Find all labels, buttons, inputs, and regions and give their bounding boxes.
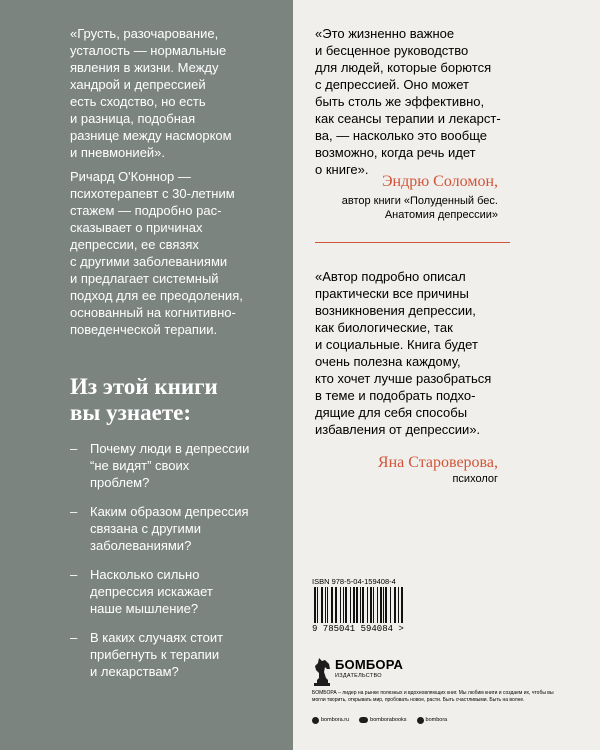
barcode-bar — [353, 587, 355, 623]
dash-bullet: – — [70, 567, 78, 582]
publisher-logo — [312, 652, 452, 688]
review-quote-solomon: «Это жизненно важное и бесценное руководство для людей, которые борются с депрессией. Оно может быть столь же эффективно, как сеансы терапии и лекарст- ва, — насколько это вообще возможно, когда речь идет о книге». — [315, 26, 501, 177]
social-label: bombora.ru — [321, 717, 350, 723]
dash-bullet: – — [70, 441, 78, 456]
review-role-solomon: автор книги «Полуденный бес. Анатомия депрессии» — [341, 195, 498, 221]
barcode-bar — [383, 587, 384, 623]
barcode-bar — [362, 587, 364, 623]
dash-bullet: – — [70, 630, 78, 645]
barcode-bar — [360, 587, 361, 623]
vk-icon — [359, 717, 368, 723]
social-telegram[interactable] — [417, 716, 448, 724]
opening-quote: «Грусть, разочарование, усталость — нормальные явления в жизни. Между хандрой и депрессией есть сходство, но есть и разница, подобная разнице между насморком и пневмонией». — [70, 26, 232, 160]
social-label: bombora — [425, 717, 448, 723]
barcode-number: 9 785041 594084 > — [312, 624, 404, 634]
list-item — [70, 566, 285, 617]
question-text: Почему люди в депрессии “не видят” своих проблем? — [90, 441, 250, 490]
review-author-staroverova: Яна Староверова, — [377, 454, 498, 471]
question-list — [70, 440, 285, 680]
social-label: bomborabooks — [370, 717, 407, 723]
isbn-label: ISBN 978-5-04-159408-4 — [312, 577, 396, 586]
learn-heading: Из этой книги вы узнаете: — [70, 374, 218, 425]
review-author-solomon: Эндрю Соломон, — [381, 173, 498, 190]
barcode-bar — [321, 587, 323, 623]
question-text: В каких случаях стоит прибегнуть к терапии и лекарствам? — [90, 630, 224, 679]
barcode-bar — [350, 587, 351, 623]
barcode-bar — [377, 587, 378, 623]
barcode-bar — [373, 587, 374, 623]
barcode-bar — [314, 587, 316, 623]
barcode-bar — [340, 587, 341, 623]
social-website[interactable] — [312, 716, 349, 724]
list-item — [70, 629, 285, 680]
publisher-subtitle: ИЗДАТЕЛЬСТВО — [335, 673, 382, 679]
barcode-bar — [345, 587, 347, 623]
author-bio: Ричард О'Коннор — психотерапевт с 30-летним стажем — подробно рас- сказывает о причинах депрессии, ее связях с другими заболеваниями и предлагает системный подход для ее преодоления, основанный на когнитивно- поведенческой терапии. — [70, 169, 243, 337]
telegram-icon — [417, 717, 424, 724]
barcode-bar — [367, 587, 368, 623]
barcode-bar — [325, 587, 326, 623]
social-links — [312, 716, 457, 724]
question-text: Насколько сильно депрессия искажает наше мышление? — [90, 567, 213, 616]
publisher-about: БОМБОРА – лидер на рынке полезных и вдохновляющих книг. Мы любим книги и создаем их, чтобы вы могли творить, открывать мир, пробовать новое, расти. Быть счастливыми. Быть на волне. — [312, 690, 554, 703]
divider — [315, 242, 510, 243]
barcode-bar — [327, 587, 328, 623]
barcode-block — [312, 577, 462, 639]
publisher-name: БОМБОРА — [335, 657, 404, 672]
question-text: Каким образом депрессия связана с другими заболеваниями? — [90, 504, 249, 553]
social-vk[interactable] — [359, 716, 406, 724]
globe-icon — [312, 717, 319, 724]
barcode-bar — [343, 587, 344, 623]
review-quote-staroverova: «Автор подробно описал практически все причины возникновения депрессии, как биологические, так и социальные. Книга будет очень полезна каждому, кто хочет лучше разобраться в теме и подобрать подхо- дящие для себя способы избавления от депрессии». — [315, 269, 492, 437]
barcode-bar — [356, 587, 358, 623]
barcode-bar — [390, 587, 391, 623]
barcode-bar — [317, 587, 318, 623]
chess-knight-icon — [312, 654, 332, 686]
barcode-bar — [331, 587, 333, 623]
barcode-bar — [385, 587, 387, 623]
barcode-bar — [370, 587, 372, 623]
barcode-bar — [401, 587, 403, 623]
barcode-bar — [335, 587, 337, 623]
barcode-bar — [380, 587, 382, 623]
barcode-bar — [398, 587, 399, 623]
barcode-bar — [394, 587, 396, 623]
list-item — [70, 440, 285, 491]
review-role-staroverova: психолог — [452, 473, 498, 485]
left-panel — [0, 0, 293, 750]
dash-bullet: – — [70, 504, 78, 519]
list-item — [70, 503, 285, 554]
barcode-bars — [312, 587, 462, 623]
